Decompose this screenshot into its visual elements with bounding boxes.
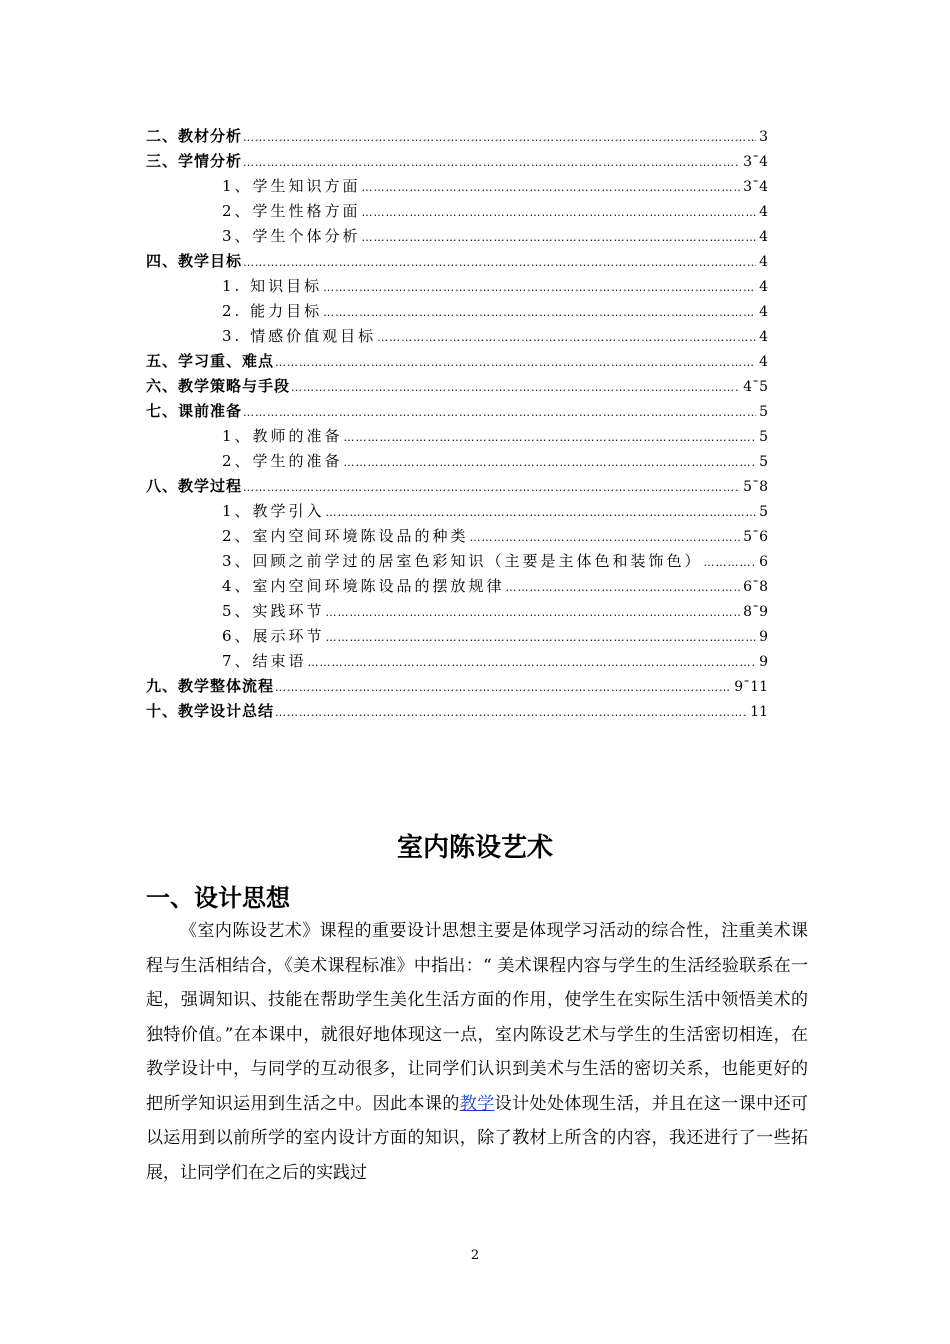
toc-entry[interactable] bbox=[146, 174, 768, 199]
toc-entry[interactable] bbox=[146, 249, 768, 274]
toc-entry-label: 二、教材分析 bbox=[146, 127, 243, 145]
toc-leader-dots bbox=[308, 650, 757, 675]
toc-entry-label: 七、课前准备 bbox=[146, 402, 243, 420]
paragraph-text: 《室内陈设艺术》课程的重要设计思想主要是体现学习活动的综合性，注重美术课程与生活相结合，《美术课程标准》中指出：“ 美术课程内容与学生的生活经验联系在一起，强调知识、技能在帮助学生美化生活方面的作用，使学生在实际生活中领悟美术的独特价值。”在本课中，就很好地体现这一点，室内陈设艺术与学生的生活密切相连，在教学设计中，与同学的互动很多，让同学们认识到美术与生活的密切关系，也能更好的把所学知识运用到生活之中。因此本课的 bbox=[146, 921, 808, 1114]
toc-leader-dots bbox=[275, 350, 756, 375]
toc-entry[interactable] bbox=[146, 499, 768, 524]
toc-entry-label: 2、室内空间环境陈设品的种类 bbox=[222, 527, 469, 545]
toc-leader-dots bbox=[323, 275, 756, 300]
toc-leader-dots bbox=[326, 625, 757, 650]
toc-entry-label: 六、教学策略与手段 bbox=[146, 377, 291, 395]
toc-entry[interactable] bbox=[146, 124, 768, 149]
toc-entry-page: 5¯6 bbox=[743, 529, 768, 545]
toc-leader-dots bbox=[377, 325, 756, 350]
toc-leader-dots bbox=[362, 200, 757, 225]
toc-entry[interactable] bbox=[146, 224, 768, 249]
toc-leader-dots bbox=[470, 525, 741, 550]
toc-entry-label: 6、展示环节 bbox=[222, 627, 325, 645]
toc-entry-label: 九、教学整体流程 bbox=[146, 677, 275, 695]
teaching-link[interactable]: 教学 bbox=[459, 1093, 495, 1114]
toc-entry[interactable] bbox=[146, 524, 768, 549]
page-number: 2 bbox=[470, 1248, 480, 1263]
toc-entry-page: 9 bbox=[759, 654, 768, 670]
toc-entry-label: 3、回顾之前学过的居室色彩知识（主要是主体色和装饰色） bbox=[222, 552, 703, 570]
toc-entry-page: 4 bbox=[759, 279, 768, 295]
toc-leader-dots bbox=[344, 450, 757, 475]
toc-leader-dots bbox=[243, 150, 740, 175]
toc-entry[interactable] bbox=[146, 424, 768, 449]
body-paragraph bbox=[146, 914, 808, 1190]
toc-entry[interactable] bbox=[146, 699, 768, 724]
toc-entry-page: 6¯8 bbox=[743, 579, 768, 595]
toc-entry[interactable] bbox=[146, 324, 768, 349]
toc-leader-dots bbox=[344, 425, 757, 450]
toc-leader-dots bbox=[291, 375, 740, 400]
toc-entry-label: 三、学情分析 bbox=[146, 152, 243, 170]
paragraph-text-continued: 设计处处体现生活，并且在这一课中还可以运用到以前所学的室内设计方面的知识，除了教材上所含的内容，我还进行了一些拓展，让同学们在之后的实践过 bbox=[146, 1093, 809, 1183]
toc-entry-label: 3. 情感价值观目标 bbox=[222, 327, 377, 345]
toc-entry[interactable] bbox=[146, 624, 768, 649]
toc-leader-dots bbox=[506, 575, 741, 600]
toc-leader-dots bbox=[243, 250, 756, 275]
toc-entry-page: 3¯4 bbox=[743, 179, 768, 195]
toc-entry-label: 3、学生个体分析 bbox=[222, 227, 361, 245]
toc-entry-label: 2、学生性格方面 bbox=[222, 202, 361, 220]
toc-entry[interactable] bbox=[146, 674, 768, 699]
toc-entry-label: 2、学生的准备 bbox=[222, 452, 343, 470]
toc-entry-label: 5、实践环节 bbox=[222, 602, 325, 620]
toc-entry-page: 4 bbox=[759, 254, 768, 270]
toc-entry[interactable] bbox=[146, 274, 768, 299]
toc-entry-label: 4、室内空间环境陈设品的摆放规律 bbox=[222, 577, 505, 595]
toc-entry-page: 9¯11 bbox=[734, 679, 768, 695]
toc-entry-label: 1、教学引入 bbox=[222, 502, 325, 520]
toc-leader-dots bbox=[243, 125, 756, 150]
toc-entry[interactable] bbox=[146, 299, 768, 324]
toc-entry-label: 十、教学设计总结 bbox=[146, 702, 275, 720]
toc-entry-page: 5 bbox=[759, 504, 768, 520]
toc-entry[interactable] bbox=[146, 399, 768, 424]
toc-entry-label: 7、结束语 bbox=[222, 652, 307, 670]
toc-entry-page: 4 bbox=[759, 354, 768, 370]
toc-entry-page: 5 bbox=[759, 429, 768, 445]
toc-leader-dots bbox=[243, 400, 756, 425]
document-title: 室内陈设艺术 bbox=[396, 833, 553, 863]
toc-entry[interactable] bbox=[146, 649, 768, 674]
toc-entry-page: 11 bbox=[750, 704, 768, 720]
toc-entry-page: 5 bbox=[759, 454, 768, 470]
toc-entry[interactable] bbox=[146, 149, 768, 174]
section-heading: 一、设计思想 bbox=[146, 884, 290, 912]
toc-entry-label: 1、学生知识方面 bbox=[222, 177, 361, 195]
toc-entry-page: 4 bbox=[759, 329, 768, 345]
toc-entry[interactable] bbox=[146, 549, 768, 574]
toc-leader-dots bbox=[362, 175, 741, 200]
table-of-contents bbox=[146, 124, 768, 724]
toc-leader-dots bbox=[326, 500, 757, 525]
toc-entry-label: 2. 能力目标 bbox=[222, 302, 323, 320]
toc-entry[interactable] bbox=[146, 349, 768, 374]
toc-entry-page: 4 bbox=[759, 229, 768, 245]
toc-entry-page: 4 bbox=[759, 204, 768, 220]
toc-entry-page: 3 bbox=[759, 129, 768, 145]
toc-leader-dots bbox=[275, 700, 747, 725]
toc-entry-page: 4¯5 bbox=[743, 379, 768, 395]
toc-entry-page: 8¯9 bbox=[743, 604, 768, 620]
toc-entry[interactable] bbox=[146, 599, 768, 624]
toc-entry-label: 八、教学过程 bbox=[146, 477, 243, 495]
toc-entry[interactable] bbox=[146, 574, 768, 599]
toc-leader-dots bbox=[323, 300, 756, 325]
toc-entry-page: 3¯4 bbox=[743, 154, 768, 170]
toc-entry-label: 1. 知识目标 bbox=[222, 277, 323, 295]
toc-entry[interactable] bbox=[146, 374, 768, 399]
toc-entry-label: 四、教学目标 bbox=[146, 252, 243, 270]
toc-entry-page: 4 bbox=[759, 304, 768, 320]
toc-entry-label: 五、学习重、难点 bbox=[146, 352, 275, 370]
toc-entry-page: 9 bbox=[759, 629, 768, 645]
toc-leader-dots bbox=[243, 475, 740, 500]
toc-leader-dots bbox=[704, 550, 757, 575]
toc-entry[interactable] bbox=[146, 199, 768, 224]
toc-entry-page: 6 bbox=[759, 554, 768, 570]
toc-entry-page: 5 bbox=[759, 404, 768, 420]
toc-leader-dots bbox=[275, 675, 731, 700]
toc-entry[interactable] bbox=[146, 449, 768, 474]
toc-entry-page: 5¯8 bbox=[743, 479, 768, 495]
toc-entry[interactable] bbox=[146, 474, 768, 499]
toc-leader-dots bbox=[326, 600, 741, 625]
toc-leader-dots bbox=[362, 225, 757, 250]
toc-entry-label: 1、教师的准备 bbox=[222, 427, 343, 445]
